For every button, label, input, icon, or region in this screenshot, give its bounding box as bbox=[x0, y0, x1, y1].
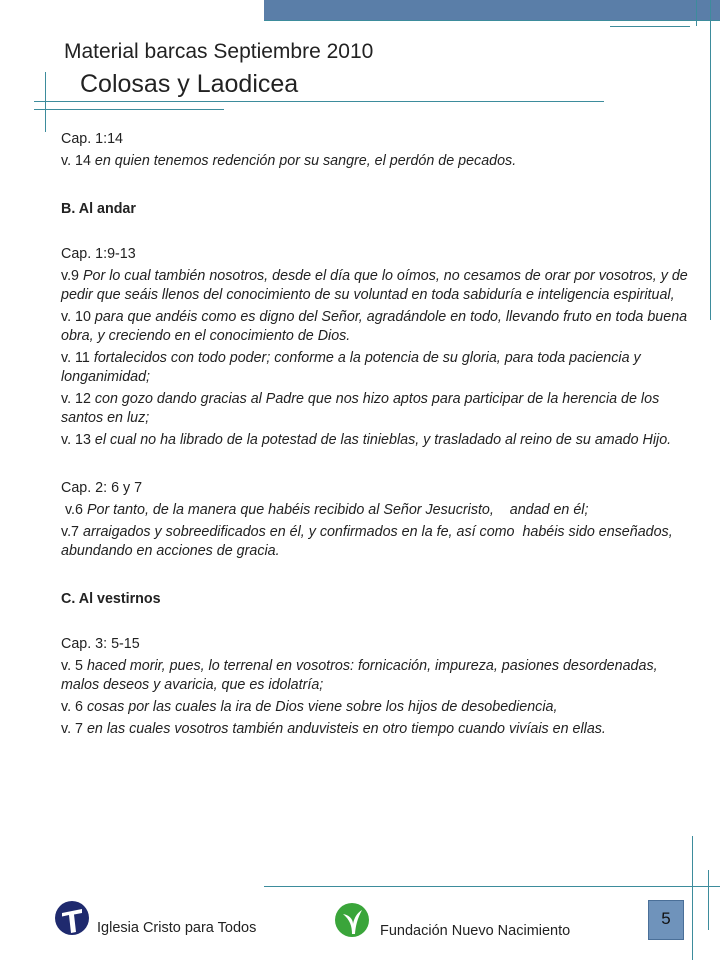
top-banner-bar bbox=[264, 0, 720, 20]
verse-paragraph bbox=[61, 698, 691, 717]
header-subtitle: Material barcas Septiembre 2010 bbox=[64, 40, 374, 63]
verse-number: v. 5 bbox=[61, 658, 83, 674]
chapter-reference: Cap. 1:9-13 bbox=[61, 246, 136, 262]
rule-right-v bbox=[696, 0, 697, 26]
rule-top-right-h2 bbox=[610, 26, 690, 27]
spacer bbox=[61, 609, 691, 635]
rule-bottom-v bbox=[692, 836, 693, 960]
verse-number: v. 12 bbox=[61, 391, 91, 407]
verse-paragraph bbox=[61, 267, 691, 305]
verse-text: el cual no ha librado de la potestad de las tinieblas, y trasladado al reino de su amado Hijo. bbox=[90, 432, 672, 448]
section-heading: C. Al vestirnos bbox=[61, 591, 161, 607]
rule-right-v2 bbox=[710, 0, 711, 320]
verse-number: v. 7 bbox=[61, 721, 83, 737]
verse-paragraph bbox=[61, 431, 691, 450]
spacer bbox=[61, 453, 691, 479]
spacer bbox=[61, 174, 691, 200]
section-heading: B. Al andar bbox=[61, 201, 136, 217]
chapter-reference: Cap. 3: 5-15 bbox=[61, 636, 140, 652]
verse-text: fortalecidos con todo poder; conforme a la potencia de su gloria, para toda paciencia y longanimidad; bbox=[61, 350, 645, 385]
verse-text: arraigados y sobreedificados en él, y confirmados en la fe, así como habéis sido enseñados, abundando en acciones de gracia. bbox=[61, 524, 677, 559]
page-title: Colosas y Laodicea bbox=[80, 70, 299, 98]
cross-circle-logo-icon bbox=[54, 900, 90, 936]
verse-number: v.7 bbox=[61, 524, 80, 540]
verse-paragraph bbox=[61, 152, 691, 171]
verse-paragraph bbox=[61, 720, 691, 739]
chapter-reference: Cap. 2: 6 y 7 bbox=[61, 480, 143, 496]
rule-header-h bbox=[34, 101, 604, 102]
verse-number: v. 10 bbox=[61, 309, 91, 325]
verse-number: v.6 bbox=[61, 502, 83, 518]
rule-bottom-v2 bbox=[708, 870, 709, 930]
document-body bbox=[61, 130, 691, 742]
verse-paragraph bbox=[61, 657, 691, 695]
page-number: 5 bbox=[648, 900, 684, 940]
verse-text: con gozo dando gracias al Padre que nos hizo aptos para participar de la herencia de los santos en luz; bbox=[61, 391, 664, 426]
footer-church-name: Iglesia Cristo para Todos bbox=[97, 920, 257, 936]
verse-number: v.9 bbox=[61, 268, 80, 284]
spacer bbox=[61, 564, 691, 590]
verse-paragraph bbox=[61, 523, 691, 561]
verse-paragraph bbox=[61, 501, 691, 520]
verse-text: en quien tenemos redención por su sangre, el perdón de pecados. bbox=[90, 153, 517, 169]
verse-text: haced morir, pues, lo terrenal en vosotros: fornicación, impureza, pasiones desordenadas, malos deseos y avaricia, que es idolatría; bbox=[61, 658, 662, 693]
verse-number: v. 11 bbox=[61, 350, 90, 366]
chapter-reference: Cap. 1:14 bbox=[61, 131, 123, 147]
rule-bottom-h bbox=[264, 886, 720, 887]
verse-text: Por tanto, de la manera que habéis recibido al Señor Jesucristo, andad en él; bbox=[82, 502, 589, 518]
verse-text: para que andéis como es digno del Señor, agradándole en todo, llevando fruto en toda buena obra, y creciendo en el conocimiento de Dios. bbox=[61, 309, 692, 344]
rule-top-right-h bbox=[264, 20, 720, 21]
sprout-circle-logo-icon bbox=[334, 902, 370, 938]
verse-number: v. 6 bbox=[61, 699, 83, 715]
rule-left-v bbox=[45, 72, 46, 132]
verse-number: v. 14 bbox=[61, 153, 91, 169]
verse-text: en las cuales vosotros también anduvisteis en otro tiempo cuando vivíais en ellas. bbox=[82, 721, 606, 737]
footer-foundation-name: Fundación Nuevo Nacimiento bbox=[380, 923, 571, 939]
spacer bbox=[61, 219, 691, 245]
rule-header-h2 bbox=[34, 109, 224, 110]
verse-paragraph bbox=[61, 349, 691, 387]
verse-paragraph bbox=[61, 308, 691, 346]
verse-number: v. 13 bbox=[61, 432, 91, 448]
verse-text: Por lo cual también nosotros, desde el día que lo oímos, no cesamos de orar por vosotros, y de pedir que seáis llenos del conocimiento de su voluntad en toda sabiduría e inteligencia espiritual, bbox=[61, 268, 692, 303]
verse-text: cosas por las cuales la ira de Dios viene sobre los hijos de desobediencia, bbox=[82, 699, 558, 715]
verse-paragraph bbox=[61, 390, 691, 428]
